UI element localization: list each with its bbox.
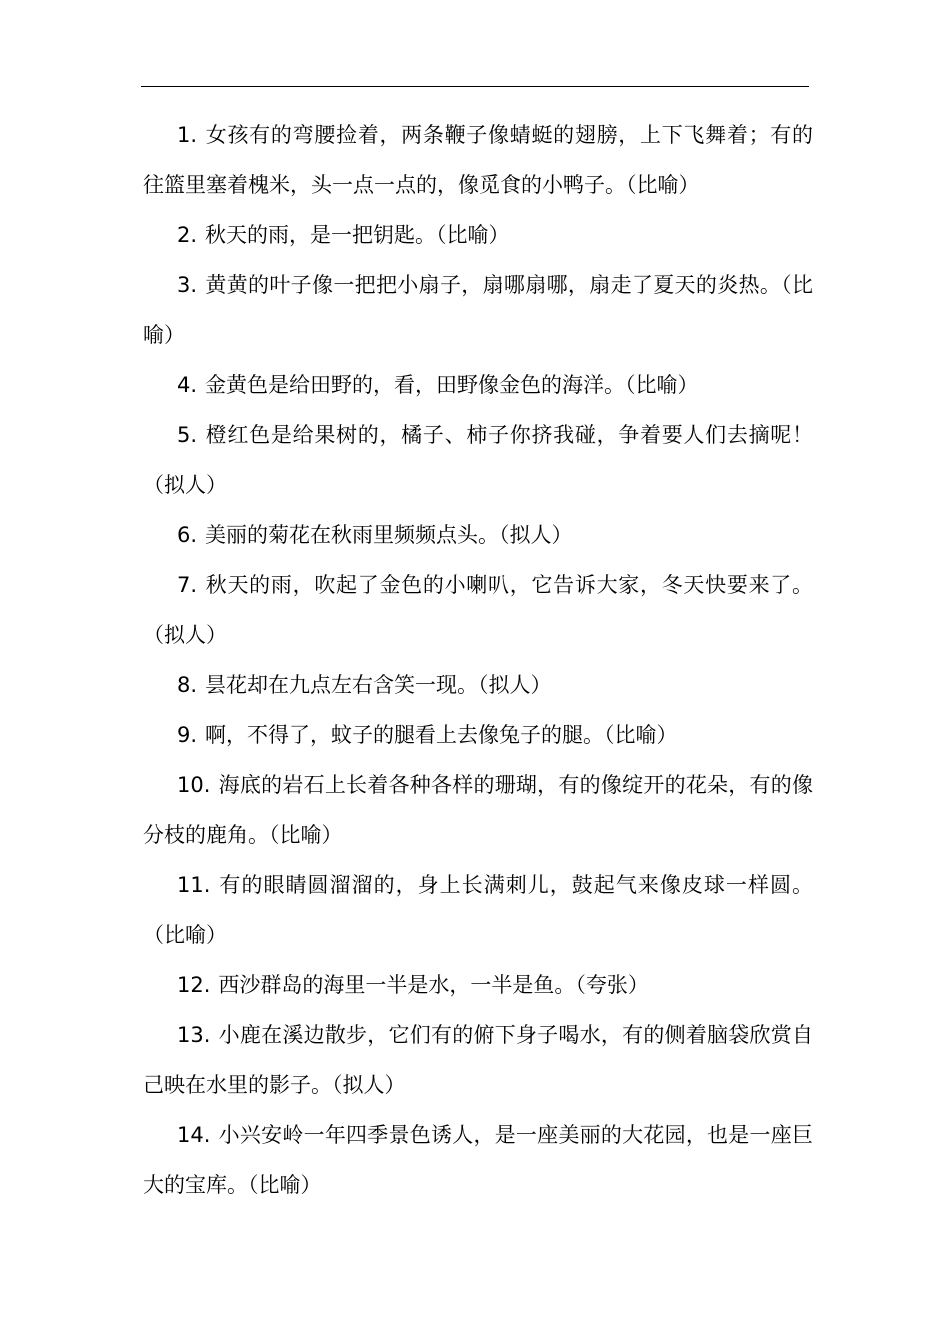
item-text: 秋天的雨，吹起了金色的小喇叭，它告诉大家，冬天快要来了。（拟人） bbox=[143, 573, 813, 647]
item-text: 橙红色是给果树的，橘子、柿子你挤我碰，争着要人们去摘呢！（拟人） bbox=[143, 423, 813, 497]
item-number: 4. bbox=[177, 373, 198, 397]
item-number: 2. bbox=[177, 223, 198, 247]
item-number: 13. bbox=[177, 1023, 211, 1047]
item-text: 黄黄的叶子像一把把小扇子，扇哪扇哪，扇走了夏天的炎热。（比喻） bbox=[143, 273, 813, 347]
item-number: 14. bbox=[177, 1123, 211, 1147]
list-item bbox=[143, 1110, 813, 1210]
item-text: 海底的岩石上长着各种各样的珊瑚，有的像绽开的花朵，有的像分枝的鹿角。（比喻） bbox=[143, 773, 813, 847]
item-text: 小兴安岭一年四季景色诱人，是一座美丽的大花园，也是一座巨大的宝库。（比喻） bbox=[143, 1123, 813, 1197]
item-number: 5. bbox=[177, 423, 198, 447]
item-text: 女孩有的弯腰捡着，两条鞭子像蜻蜓的翅膀，上下飞舞着；有的往篮里塞着槐米，头一点一点的，像觅食的小鸭子。（比喻） bbox=[143, 123, 813, 197]
item-number: 10. bbox=[177, 773, 211, 797]
item-number: 8. bbox=[177, 673, 198, 697]
item-text: 啊，不得了，蚊子的腿看上去像兔子的腿。（比喻） bbox=[205, 723, 678, 747]
item-number: 11. bbox=[177, 873, 211, 897]
item-text: 金黄色是给田野的，看，田野像金色的海洋。（比喻） bbox=[205, 373, 699, 397]
list-item bbox=[143, 260, 813, 360]
header-rule bbox=[141, 86, 809, 87]
item-number: 12. bbox=[177, 973, 211, 997]
list-item bbox=[143, 1010, 813, 1110]
sentence-list bbox=[143, 110, 813, 1210]
item-text: 秋天的雨，是一把钥匙。（比喻） bbox=[205, 223, 510, 247]
item-number: 9. bbox=[177, 723, 198, 747]
list-item bbox=[143, 560, 813, 660]
list-item bbox=[143, 410, 813, 510]
item-text: 西沙群岛的海里一半是水，一半是鱼。（夸张） bbox=[218, 973, 649, 997]
list-item bbox=[143, 660, 813, 710]
item-text: 昙花却在九点左右含笑一现。（拟人） bbox=[205, 673, 552, 697]
item-text: 美丽的菊花在秋雨里频频点头。（拟人） bbox=[205, 523, 573, 547]
list-item bbox=[143, 710, 813, 760]
item-number: 3. bbox=[177, 273, 198, 297]
item-number: 7. bbox=[177, 573, 198, 597]
list-item bbox=[143, 510, 813, 560]
list-item bbox=[143, 860, 813, 960]
item-text: 有的眼睛圆溜溜的，身上长满刺儿，鼓起气来像皮球一样圆。（比喻） bbox=[143, 873, 813, 947]
list-item bbox=[143, 210, 813, 260]
list-item bbox=[143, 960, 813, 1010]
item-number: 1. bbox=[177, 123, 198, 147]
list-item bbox=[143, 110, 813, 210]
item-number: 6. bbox=[177, 523, 198, 547]
item-text: 小鹿在溪边散步，它们有的俯下身子喝水，有的侧着脑袋欣赏自己映在水里的影子。（拟人） bbox=[143, 1023, 813, 1097]
list-item bbox=[143, 360, 813, 410]
list-item bbox=[143, 760, 813, 860]
